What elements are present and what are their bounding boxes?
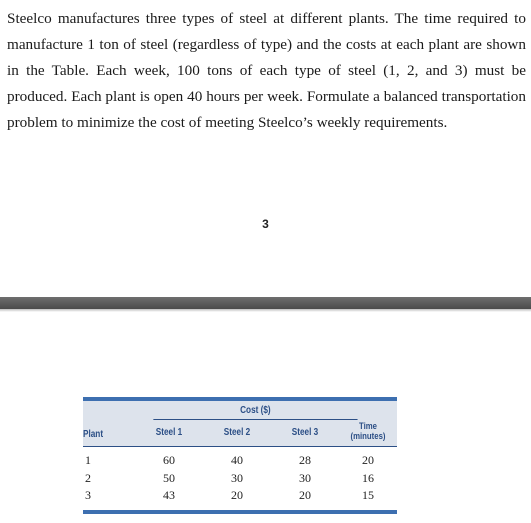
cell-plant: 1: [85, 453, 91, 467]
page-break-bar: [0, 297, 531, 309]
header-steel-2: Steel 2: [223, 426, 251, 438]
table-header: [83, 401, 397, 447]
data-table: [83, 401, 397, 509]
cell-plant: 2: [85, 470, 91, 485]
cell-steel-1: 43: [163, 488, 175, 502]
cell-steel-2: 20: [231, 488, 243, 502]
cell-steel-3: 30: [299, 470, 311, 485]
cell-steel-2: 40: [231, 453, 243, 467]
cell-steel-3: 20: [299, 488, 311, 502]
table-bottom-rule: [83, 510, 397, 514]
header-time: Time (minutes): [350, 421, 386, 442]
table-row: [83, 470, 397, 488]
table-body: [83, 447, 397, 509]
table-row: [83, 487, 397, 509]
problem-statement: Steelco manufactures three types of steel at different plants. The time required to manufacture 1 ton of steel (regardless of type) and the costs at each plant are shown in the Table. Each week, 100 tons of each type of steel (1, 2, and 3) must be produced. Each plant is open 40 hours per week. Formulate a balanced transportation problem to minimize the cost of meeting Steelco’s weekly requirements.: [7, 10, 526, 131]
cell-time: 16: [362, 470, 375, 485]
cell-time: 20: [362, 453, 375, 467]
page-number: 3: [262, 217, 269, 231]
cell-steel-1: 50: [163, 470, 175, 485]
header-steel-1: Steel 1: [155, 426, 183, 438]
cost-time-table: [83, 397, 397, 514]
cost-group-header: Cost ($): [153, 401, 320, 422]
cell-time: 15: [362, 488, 375, 502]
table-row: [83, 447, 397, 470]
cell-steel-1: 60: [163, 453, 175, 467]
header-plant: Plant: [83, 428, 104, 440]
page-break-shadow: [0, 309, 531, 312]
cell-steel-2: 30: [231, 470, 243, 485]
cell-steel-3: 28: [299, 453, 311, 467]
header-steel-3: Steel 3: [291, 426, 319, 438]
cell-plant: 3: [85, 488, 91, 502]
